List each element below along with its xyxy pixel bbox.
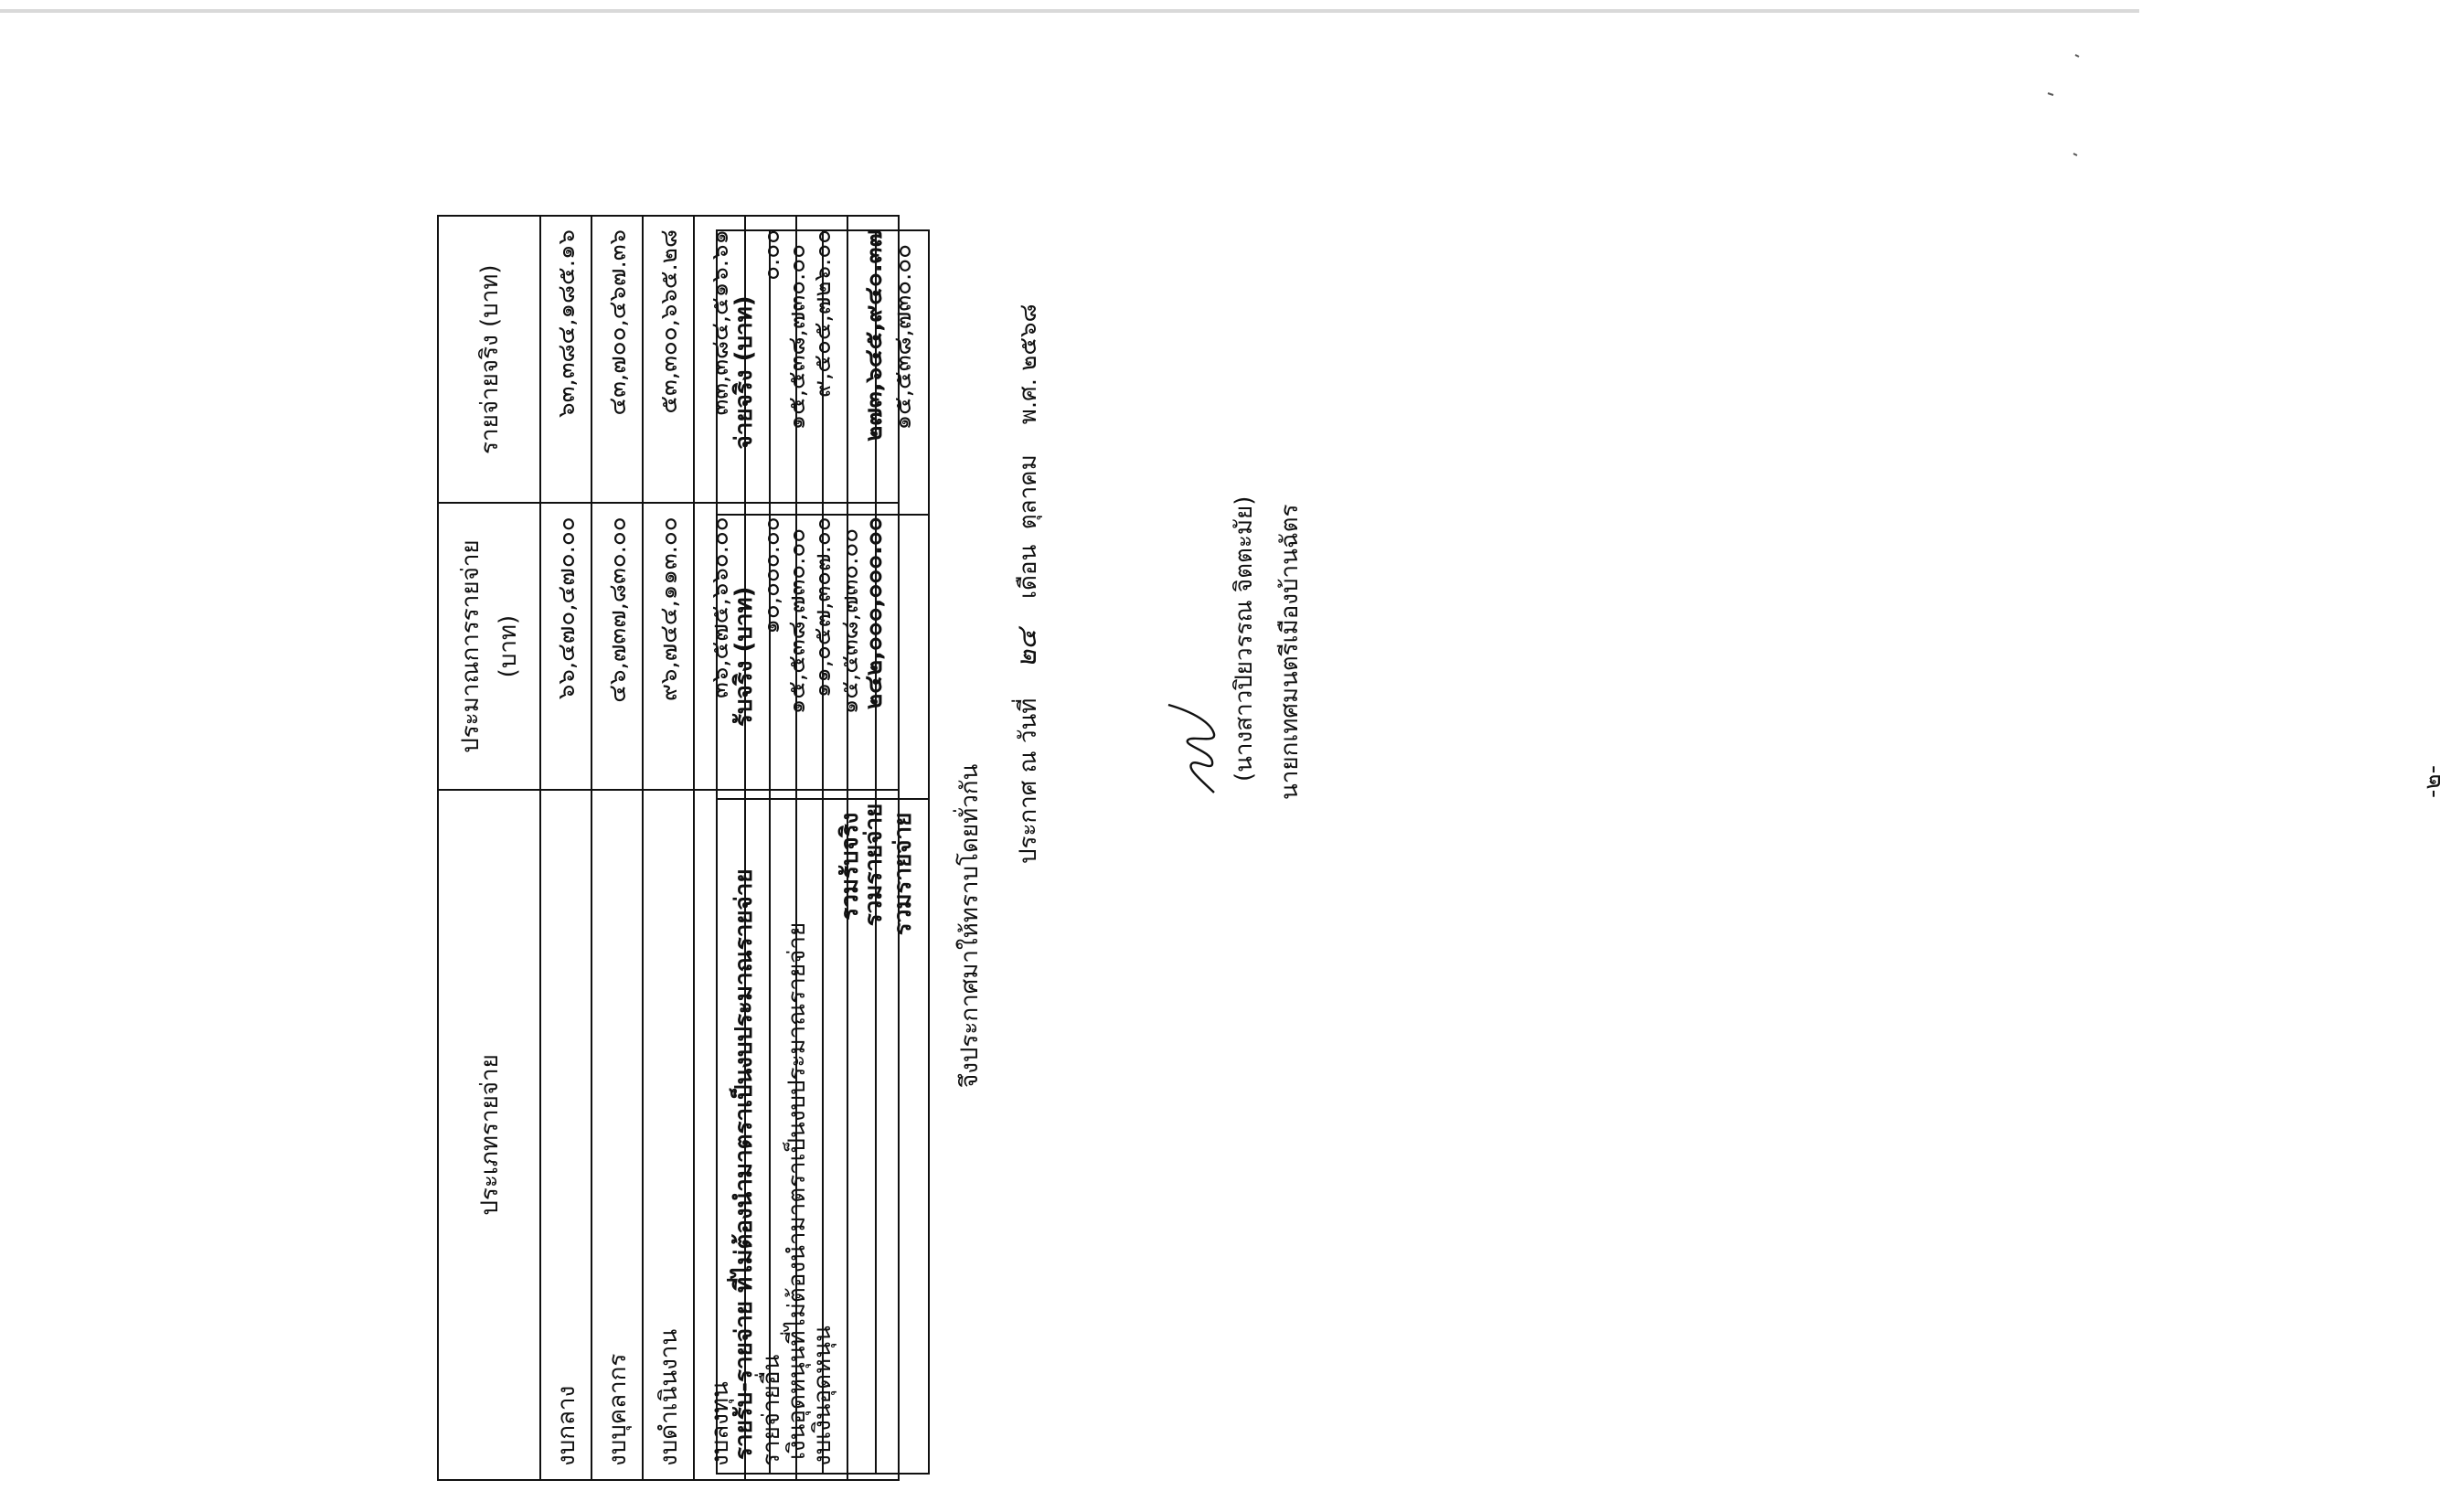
row-estimate: ๖๖,๔๗๐,๔๗๐.๐๐ [540, 503, 591, 789]
empty-cell [876, 515, 929, 799]
header-type: ประเภทรายจ่าย [438, 790, 540, 1480]
row-name: งบกลาง [540, 790, 591, 1480]
header-estimate: ประมาณการรายจ่าย (บาท) [438, 503, 540, 789]
header-actual: รายจ่ายจริง (บาท) [438, 216, 540, 503]
income-total-row [823, 230, 876, 1474]
header-paid: จ่ายจริง (บาท) [717, 230, 770, 515]
table-header-row [717, 230, 770, 1474]
table-row [591, 216, 643, 1480]
rotated-content [421, 69, 2446, 1495]
row-actual: ๕๓,๓๐๐,๖๖๕.๒๘ [643, 216, 694, 503]
signer-title: นายกเทศมนตรีเมืองบ้านฉัตร [1276, 504, 1304, 800]
announcement-line: จึงประกาศมาให้ทราบโดยทั่วกัน [956, 763, 984, 1088]
income-total-label: รวมรับจริง [823, 799, 876, 1474]
row-estimate: ๙๖,๗๔๔,๑๑๓.๐๐ [643, 503, 694, 789]
expense-total-label: รวมรายจ่าย [876, 799, 929, 1474]
row-paid: ๑๕,๕๓๘,๗๓๐.๐๐ [770, 230, 823, 515]
scan-specks [2039, 55, 2094, 165]
table-row [770, 230, 823, 1474]
income-total-value: ๑๕,๕๓๘,๗๓๐.๐๐ [823, 515, 876, 799]
total-estimate: ๒๔๒,๐๐๐,๐๐๐.๐๐ [847, 503, 899, 789]
row-actual: ๖๓,๓๘๔,๑๘๕.๑๖ [540, 216, 591, 503]
table-row [540, 216, 591, 1480]
announcement-date [1006, 303, 1049, 864]
total-actual: ๒๗๓,๖๔๕,๙๔๐.๓๗ [847, 216, 899, 503]
date-year: พ.ศ. ๒๕๖๘ [1015, 303, 1042, 425]
row-name: งบลงทุน [694, 790, 745, 1480]
row-name: รายจ่ายอื่น [745, 790, 796, 1480]
date-month-label: เดือน [1015, 544, 1042, 599]
signer-name: (นางสาวปิยวรรณ จิตตะมัย) [1231, 495, 1258, 782]
signature-image [1161, 699, 1234, 800]
page-number: -๒- [2419, 765, 2446, 798]
row-actual: ๐.๐๐ [745, 216, 796, 503]
scan-edge [0, 9, 2139, 13]
row-actual: ๙,๕๐๕,๗๒๖.๐๐ [796, 216, 847, 503]
row-received: ๑๕,๕๓๘,๗๓๐.๐๐ [770, 515, 823, 799]
row-actual: ๔๓,๗๐๐,๔๖๗.๓๖ [591, 216, 643, 503]
row-estimate: ๔๖,๗๓๗,๘๓๐.๐๐ [591, 503, 643, 789]
row-estimate: ๑๐,๐๐๐.๐๐ [745, 503, 796, 789]
row-estimate: ๓๖,๕๗๕,๖๖๐.๐๐ [694, 503, 745, 789]
date-month: ตุลาคม [1015, 454, 1042, 530]
row-name: เงินอุดหนุนที่ไม่ต้องนำมาตราเป็นงบประมาณรายจ่าย [770, 799, 823, 1474]
table-row [643, 216, 694, 1480]
header-title: รายรับ-รายจ่าย ที่ไม่ต้องนำมาตราเป็นงบประมาณรายจ่าย [717, 799, 770, 1474]
row-actual: ๓๓,๓๘๔,๕๑๖.๖๑ [694, 216, 745, 503]
total-label: รวมรายจ่าย [847, 790, 899, 1480]
row-name: งบเงินอุดหนุน [796, 790, 847, 1480]
expense-total-value: ๑๕,๕๓๘,๗๓๐.๐๐ [876, 230, 929, 515]
row-name: งบบุคลากร [591, 790, 643, 1480]
expense-total-row [876, 230, 929, 1474]
empty-cell [823, 230, 876, 515]
date-prefix: ประกาศ ณ วันที่ [1015, 697, 1042, 864]
header-received: รับจริง (บาท) [717, 515, 770, 799]
date-day: ๒๔ [1011, 629, 1043, 668]
table-header-row [438, 216, 540, 1480]
non-budget-table [716, 229, 930, 1475]
row-name: งบดำเนินงาน [643, 790, 694, 1480]
row-estimate: ๑๑,๐๕๗,๓๐๗.๐๐ [796, 503, 847, 789]
